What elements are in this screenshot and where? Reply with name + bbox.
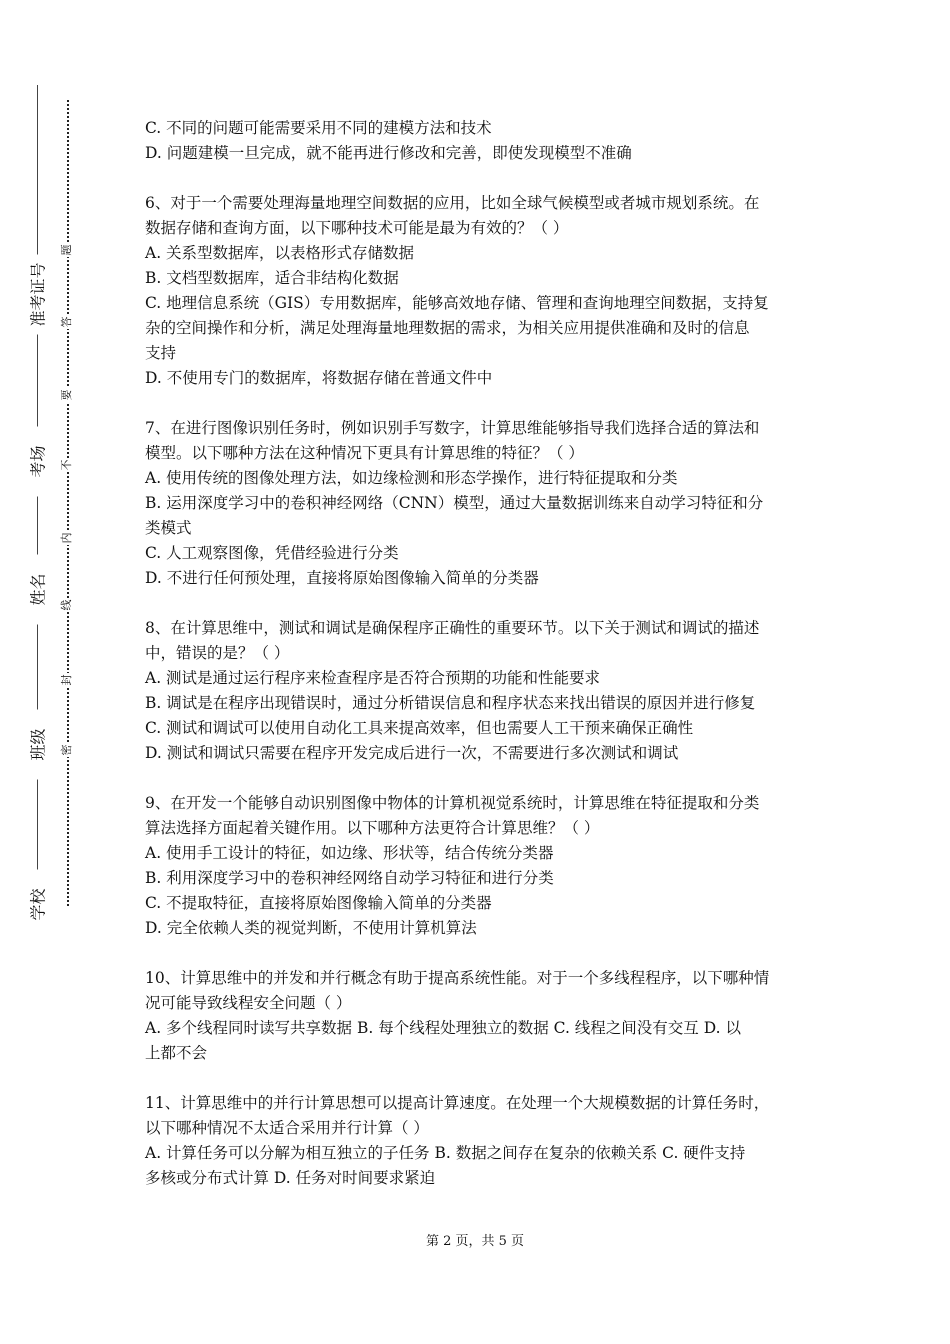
question-line: 6、对于一个需要处理海量地理空间数据的应用，比如全球气候模型或者城市规划系统。在 bbox=[145, 194, 760, 212]
question-line: 以下哪种情况不太适合采用并行计算（ ） bbox=[145, 1119, 429, 1137]
field-label: 班级 bbox=[26, 710, 49, 780]
question-line: A. 多个线程同时读写共享数据 B. 每个线程处理独立的数据 C. 线程之间没有交互 D. 以 bbox=[145, 1019, 741, 1037]
question-content bbox=[145, 116, 815, 1191]
question-line: D. 完全依赖人类的视觉判断，不使用计算机算法 bbox=[145, 919, 477, 937]
question-line: B. 调试是在程序出现错误时，通过分析错误信息和程序状态来找出错误的原因并进行修复 bbox=[145, 694, 756, 712]
question-block bbox=[145, 191, 815, 391]
question-block bbox=[145, 966, 815, 1066]
seal-char: 答 bbox=[60, 316, 73, 328]
seal-char: 内 bbox=[60, 532, 73, 544]
question-line: 杂的空间操作和分析，满足处理海量地理数据的需求，为相关应用提供准确和及时的信息 bbox=[145, 319, 750, 337]
seal-char: 封 bbox=[60, 674, 73, 686]
question-line: C. 人工观察图像，凭借经验进行分类 bbox=[145, 544, 399, 562]
question-line: 9、在开发一个能够自动识别图像中物体的计算机视觉系统时，计算思维在特征提取和分类 bbox=[145, 794, 760, 812]
question-line: A. 使用手工设计的特征，如边缘、形状等，结合传统分类器 bbox=[145, 844, 554, 862]
question-line: 支持 bbox=[145, 344, 177, 362]
question-line: 8、在计算思维中，测试和调试是确保程序正确性的重要环节。以下关于测试和调试的描述 bbox=[145, 619, 760, 637]
question-line: 类模式 bbox=[145, 519, 192, 537]
question-line: A. 计算任务可以分解为相互独立的子任务 B. 数据之间存在复杂的依赖关系 C. 硬件支持 bbox=[145, 1144, 746, 1162]
question-line: C. 测试和调试可以使用自动化工具来提高效率，但也需要人工干预来确保正确性 bbox=[145, 719, 694, 737]
question-block bbox=[145, 116, 815, 166]
page-number: 第 2 页，共 5 页 bbox=[425, 1234, 525, 1249]
question-line: D. 问题建模一旦完成，就不能再进行修改和完善，即使发现模型不准确 bbox=[145, 144, 632, 162]
question-line: 7、在进行图像识别任务时，例如识别手写数字，计算思维能够指导我们选择合适的算法和 bbox=[145, 419, 760, 437]
question-line: 数据存储和查询方面，以下哪种技术可能是最为有效的？（ ） bbox=[145, 219, 569, 237]
question-block bbox=[145, 616, 815, 766]
question-line: D. 不进行任何预处理，直接将原始图像输入简单的分类器 bbox=[145, 569, 539, 587]
question-line: B. 文档型数据库，适合非结构化数据 bbox=[145, 269, 399, 287]
question-line: B. 运用深度学习中的卷积神经网络（CNN）模型，通过大量数据训练来自动学习特征和分 bbox=[145, 494, 764, 512]
seal-dotted-line bbox=[67, 100, 69, 906]
question-line: 模型。以下哪种方法在这种情况下更具有计算思维的特征？（ ） bbox=[145, 444, 584, 462]
field-label: 学校 bbox=[26, 870, 49, 940]
question-block bbox=[145, 416, 815, 591]
question-line: C. 不提取特征，直接将原始图像输入简单的分类器 bbox=[145, 894, 492, 912]
question-line: C. 地理信息系统（GIS）专用数据库，能够高效地存储、管理和查询地理空间数据，支持复 bbox=[145, 294, 769, 312]
question-line: 10、计算思维中的并发和并行概念有助于提高系统性能。对于一个多线程程序，以下哪种情 bbox=[145, 969, 770, 987]
question-line: A. 使用传统的图像处理方法，如边缘检测和形态学操作，进行特征提取和分类 bbox=[145, 469, 678, 487]
question-line: 11、计算思维中的并行计算思想可以提高计算速度。在处理一个大规模数据的计算任务时， bbox=[145, 1094, 770, 1112]
binding-line bbox=[37, 85, 38, 920]
field-label: 准考证号 bbox=[26, 255, 49, 335]
question-line: A. 测试是通过运行程序来检查程序是否符合预期的功能和性能要求 bbox=[145, 669, 601, 687]
seal-char: 题 bbox=[60, 244, 73, 256]
seal-char: 密 bbox=[60, 744, 73, 756]
question-line: 多核或分布式计算 D. 任务对时间要求紧迫 bbox=[145, 1169, 436, 1187]
field-label: 考场 bbox=[26, 427, 49, 497]
question-line: B. 利用深度学习中的卷积神经网络自动学习特征和进行分类 bbox=[145, 869, 554, 887]
question-line: 上都不会 bbox=[145, 1044, 208, 1062]
question-line: D. 测试和调试只需要在程序开发完成后进行一次，不需要进行多次测试和调试 bbox=[145, 744, 679, 762]
question-block bbox=[145, 1091, 815, 1191]
seal-char: 不 bbox=[60, 459, 73, 471]
question-line: 中，错误的是？（ ） bbox=[145, 644, 290, 662]
question-line: 况可能导致线程安全问题（ ） bbox=[145, 994, 352, 1012]
question-line: C. 不同的问题可能需要采用不同的建模方法和技术 bbox=[145, 119, 492, 137]
question-line: 算法选择方面起着关键作用。以下哪种方法更符合计算思维？（ ） bbox=[145, 819, 600, 837]
question-line: D. 不使用专门的数据库，将数据存储在普通文件中 bbox=[145, 369, 493, 387]
question-line: A. 关系型数据库，以表格形式存储数据 bbox=[145, 244, 415, 262]
seal-char: 要 bbox=[60, 389, 73, 401]
question-block bbox=[145, 791, 815, 941]
field-label: 姓名 bbox=[26, 555, 49, 625]
seal-char: 线 bbox=[60, 599, 73, 611]
